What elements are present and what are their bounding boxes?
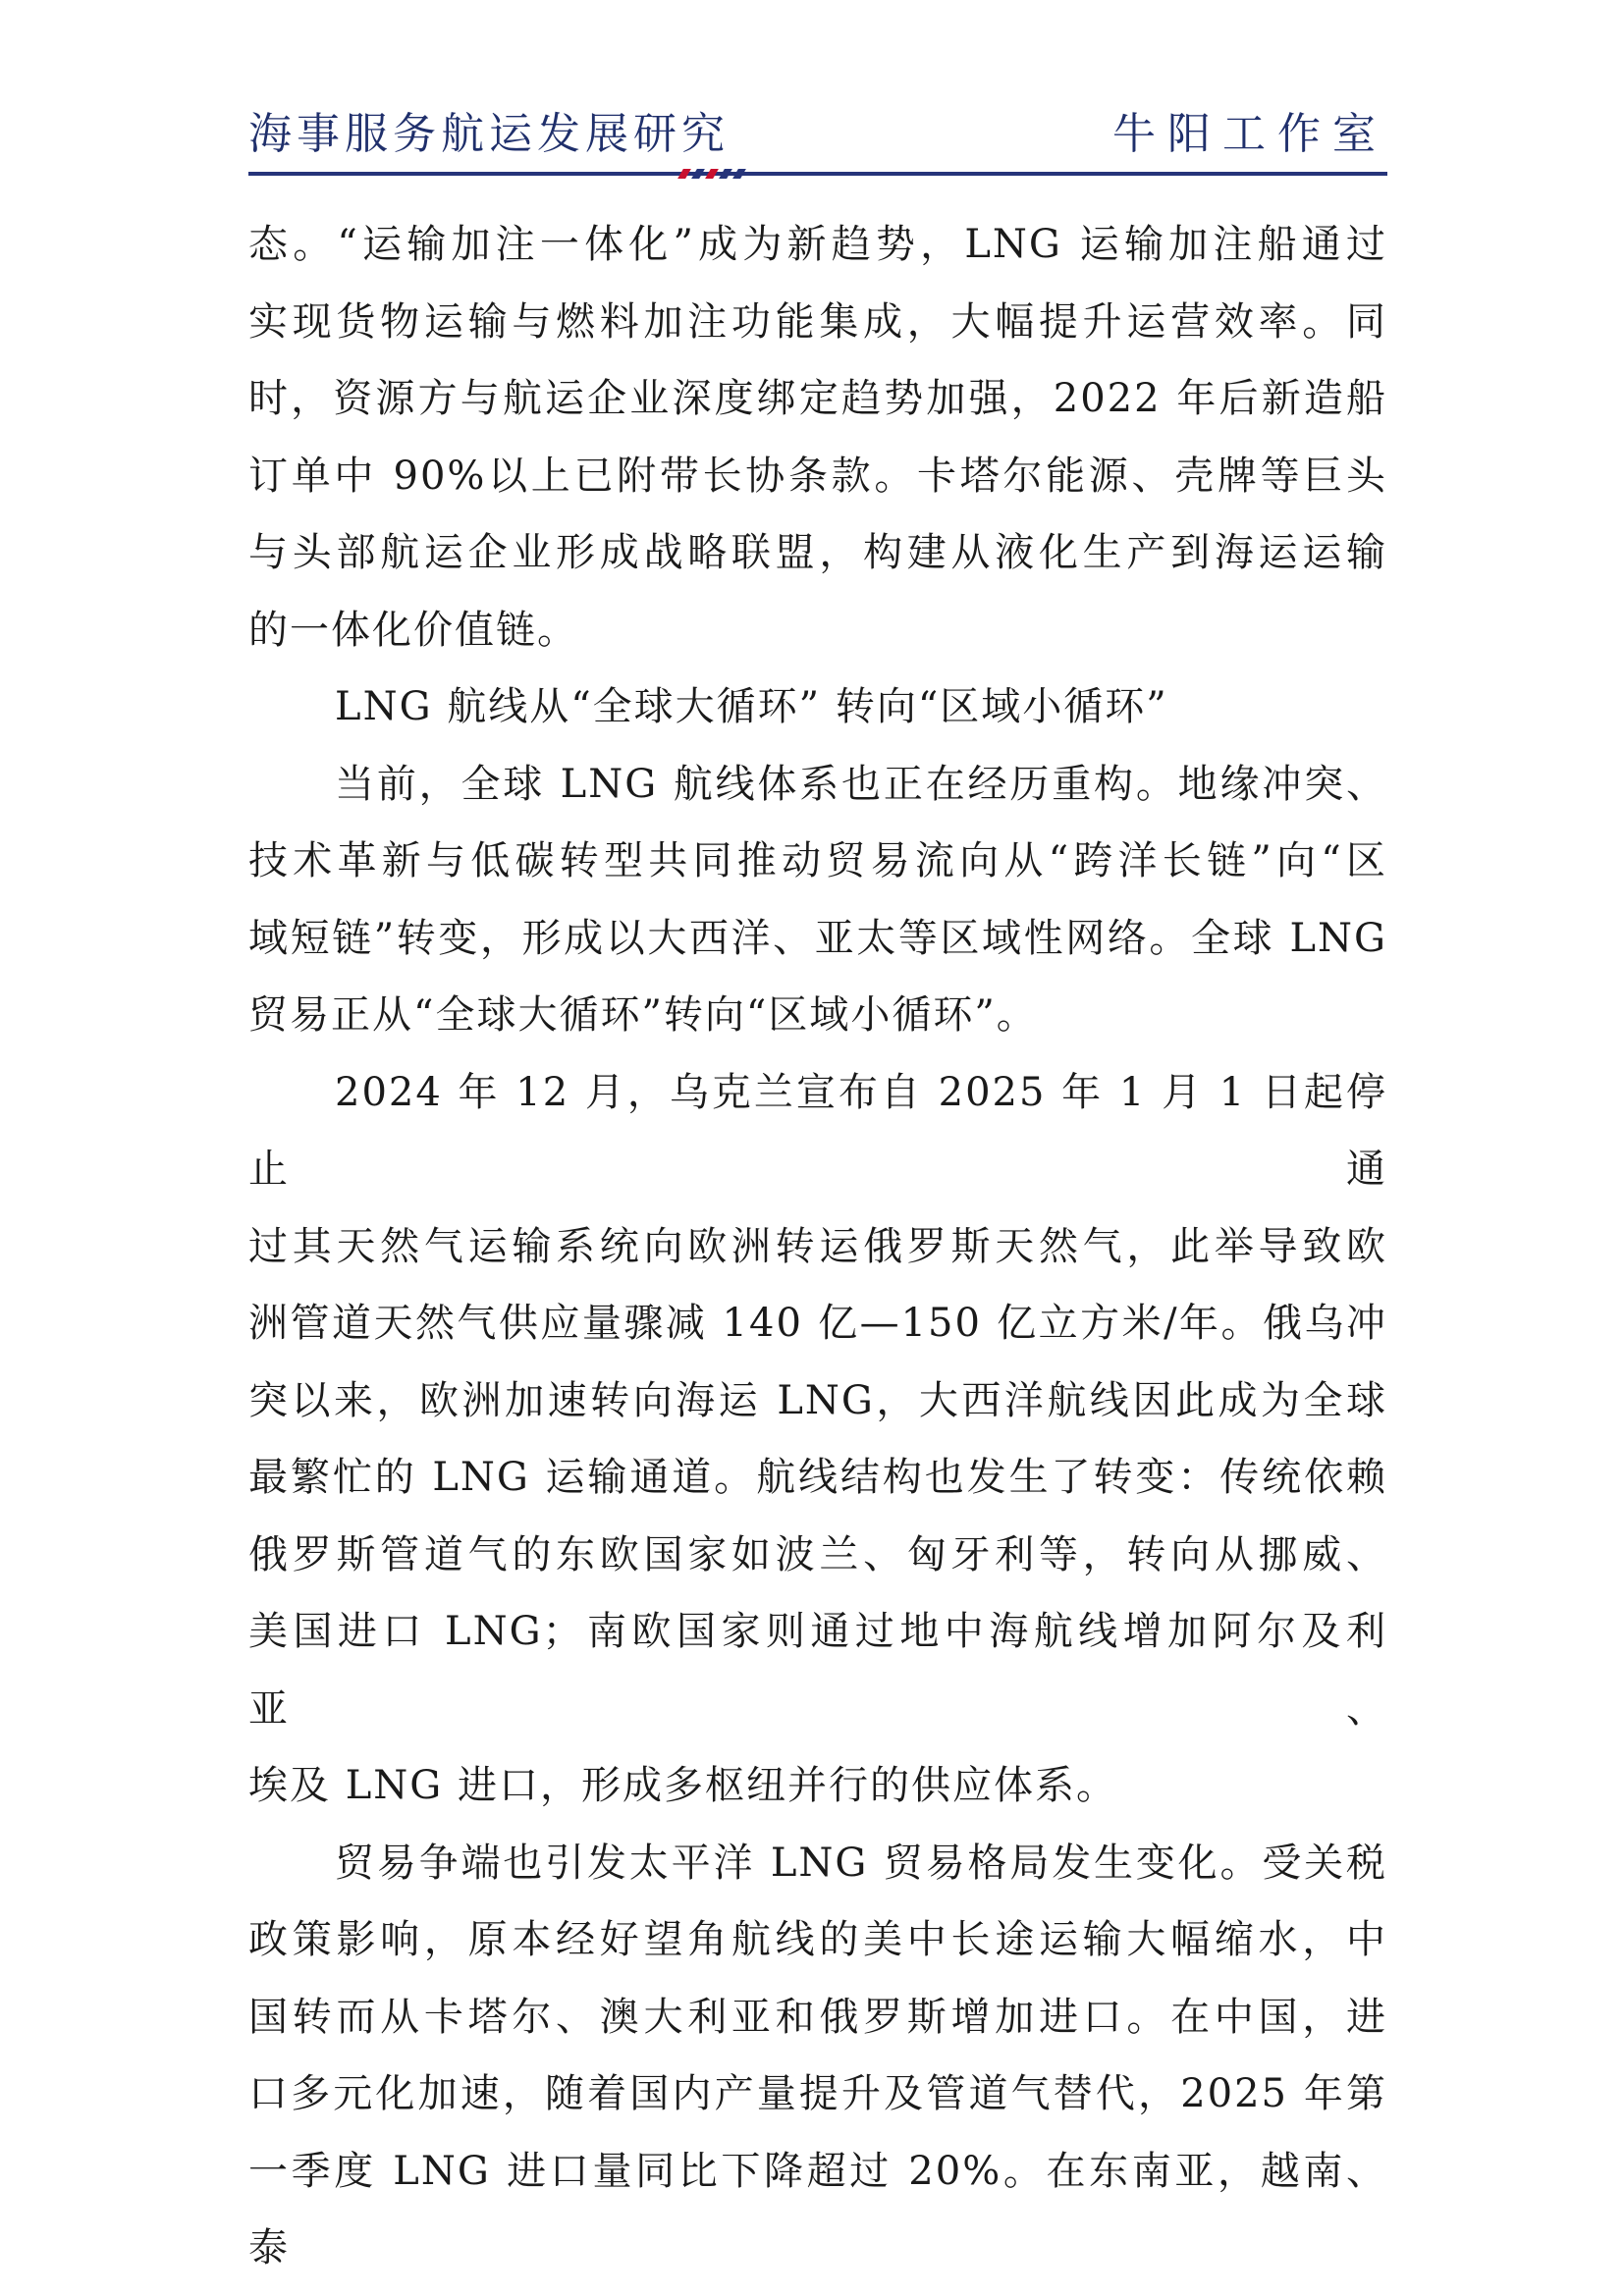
- text-line: 口多元化加速，随着国内产量提升及管道气替代，2025 年第: [248, 2071, 1387, 2116]
- text-line: 一季度 LNG 进口量同比下降超过 20%。在东南亚，越南、泰: [248, 2148, 1387, 2270]
- text-line: 2024 年 12 月，乌克兰宣布自 2025 年 1 月 1 日起停止通: [248, 1069, 1387, 1192]
- text-line: 过其天然气运输系统向欧洲转运俄罗斯天然气，此举导致欧: [248, 1223, 1387, 1269]
- text-line: 贸易正从“全球大循环”转向“区域小循环”。: [248, 992, 1038, 1038]
- header-rule: [248, 170, 1387, 178]
- text-line: 实现货物运输与燃料加注功能集成，大幅提升运营效率。同: [248, 298, 1387, 345]
- text-line: 国转而从卡塔尔、澳大利亚和俄罗斯增加进口。在中国，进: [248, 1994, 1387, 2040]
- header-rule-stripes: [680, 169, 759, 179]
- paragraph-2: [248, 746, 1387, 1054]
- paragraph-3: [248, 1054, 1387, 1825]
- text-line: 俄罗斯管道气的东欧国家如波兰、匈牙利等，转向从挪威、: [248, 1531, 1387, 1577]
- text-line: 时，资源方与航运企业深度绑定趋势加强，2022 年后新造船: [248, 376, 1387, 421]
- text-line: 贸易争端也引发太平洋 LNG 贸易格局发生变化。受关税: [335, 1840, 1387, 1886]
- text-line: 域短链”转变，形成以大西洋、亚太等区域性网络。全球 LNG: [248, 915, 1387, 961]
- text-line: 当前，全球 LNG 航线体系也正在经历重构。地缘冲突、: [335, 761, 1387, 807]
- section-heading: [248, 668, 1387, 746]
- text-line: 订单中 90%以上已附带长协条款。卡塔尔能源、壳牌等巨头: [248, 453, 1387, 499]
- text-line: 态。“运输加注一体化”成为新趋势，LNG 运输加注船通过: [248, 222, 1387, 267]
- heading-line: LNG 航线从“全球大循环” 转向“区域小循环”: [335, 684, 1168, 729]
- page-header: [248, 98, 1387, 157]
- text-line: 突以来，欧洲加速转向海运 LNG，大西洋航线因此成为全球: [248, 1377, 1387, 1423]
- document-body: [248, 206, 1387, 2287]
- text-line: 与头部航运企业形成战略联盟，构建从液化生产到海运运输: [248, 530, 1387, 575]
- text-line: 最繁忙的 LNG 运输通道。航线结构也发生了转变：传统依赖: [248, 1455, 1387, 1500]
- text-line: 技术革新与低碳转型共同推动贸易流向从“跨洋长链”向“区: [248, 838, 1387, 883]
- paragraph-4: [248, 1825, 1387, 2287]
- text-line: 洲管道天然气供应量骤减 140 亿—150 亿立方米/年。俄乌冲: [248, 1301, 1387, 1346]
- text-line: 埃及 LNG 进口，形成多枢纽并行的供应体系。: [248, 1763, 1117, 1808]
- header-title-right: 牛阳工作室: [1112, 109, 1387, 159]
- text-line: 政策影响，原本经好望角航线的美中长途运输大幅缩水，中: [248, 1917, 1387, 1962]
- paragraph-1: [248, 206, 1387, 668]
- header-rule-line: [248, 172, 1387, 176]
- text-line: 的一体化价值链。: [248, 607, 578, 653]
- text-line: 美国进口 LNG；南欧国家则通过地中海航线增加阿尔及利亚、: [248, 1609, 1387, 1732]
- header-title-left: 海事服务航运发展研究: [248, 109, 730, 159]
